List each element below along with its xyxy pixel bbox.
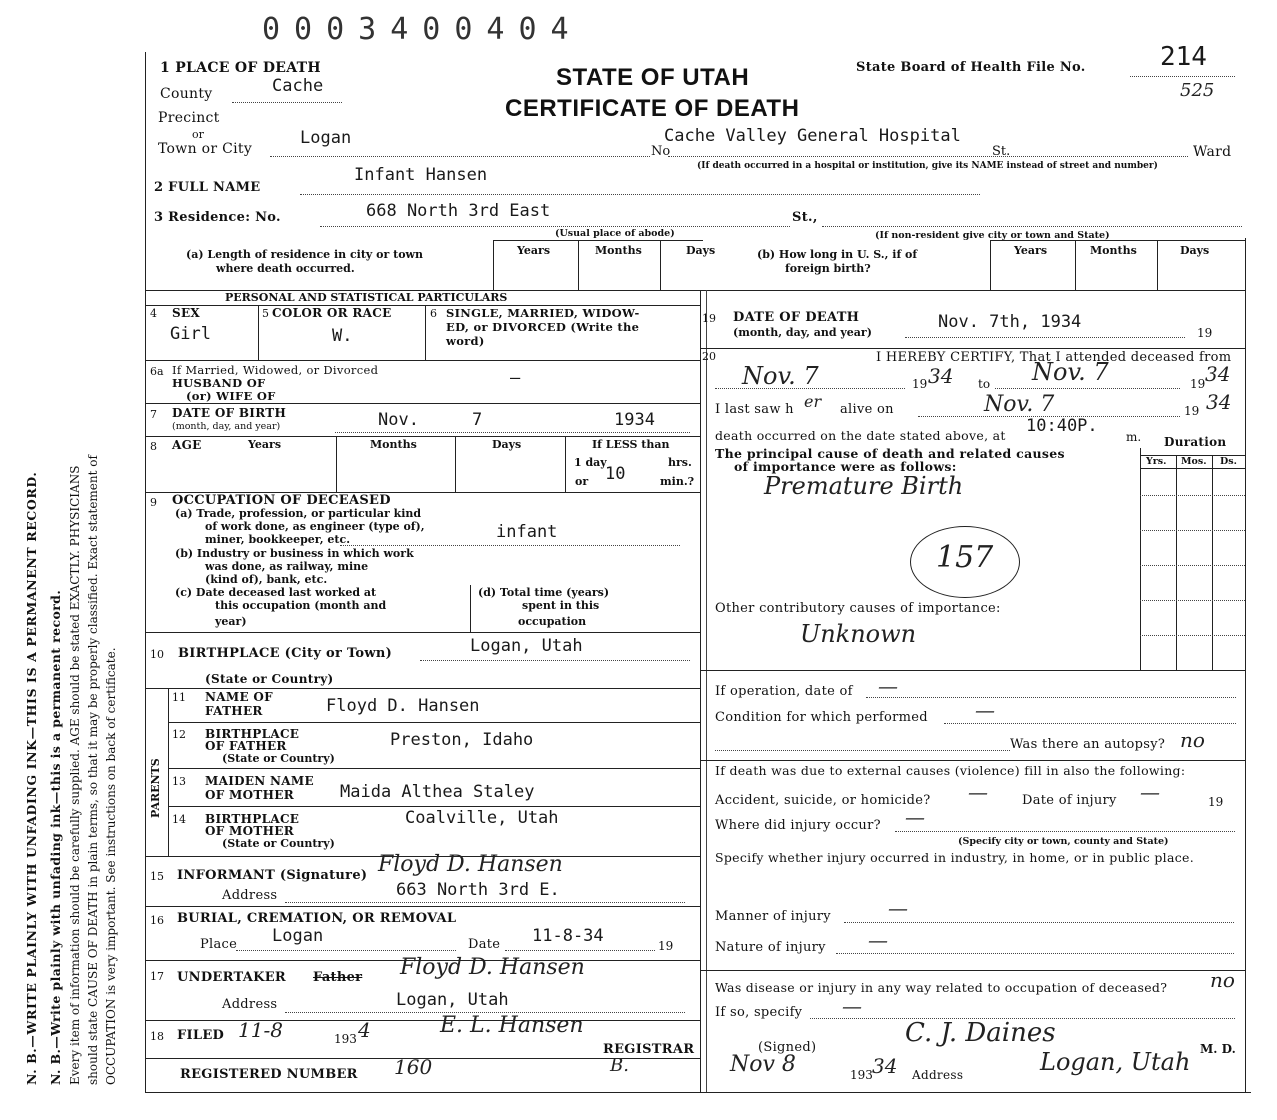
- foreign-days: Days: [1180, 244, 1210, 257]
- signed-yr: 34: [872, 1054, 898, 1078]
- st-label: St.: [992, 144, 1011, 159]
- margin-note-3: OCCUPATION is very important. See instructions on back of certificate.: [104, 647, 118, 1085]
- undertaker-label: UNDERTAKER: [177, 970, 287, 985]
- lastsaw-label-a: I last saw h: [715, 402, 794, 417]
- rule: [700, 760, 1245, 761]
- age-or: or: [575, 475, 589, 488]
- abode-note: (Usual place of abode): [555, 228, 675, 239]
- signed-signature: C. J. Daines: [905, 1018, 1056, 1048]
- marital-label-c: word): [446, 334, 485, 348]
- rule: [1140, 495, 1245, 496]
- rule: [1140, 448, 1141, 670]
- dob-label: DATE OF BIRTH: [172, 406, 287, 420]
- father-label-father: FATHER: [205, 704, 263, 718]
- burial-place: Logan: [272, 926, 324, 946]
- rule: [578, 240, 579, 290]
- death-date-sub: (month, day, and year): [733, 326, 872, 339]
- lastsaw-hand: er: [804, 392, 822, 411]
- rule: [340, 545, 680, 546]
- related-label: Was disease or injury in any way related to occupation of deceased?: [715, 980, 1168, 995]
- cert-from: Nov. 7: [742, 362, 819, 390]
- length-months: Months: [595, 244, 642, 257]
- or-label: or: [192, 128, 204, 141]
- mother-birthplace-value: Coalville, Utah: [405, 808, 559, 828]
- ward-label: Ward: [1193, 144, 1232, 160]
- rule: [505, 950, 655, 951]
- rule: [168, 806, 700, 807]
- father-value: Floyd D. Hansen: [326, 696, 480, 716]
- rule: [1140, 600, 1245, 601]
- manner-label: Manner of injury: [715, 909, 831, 924]
- residence-st-label: St.,: [792, 210, 818, 225]
- occ-b3: (kind of), bank, etc.: [205, 573, 328, 586]
- rule: [1140, 565, 1245, 566]
- rule: [990, 240, 991, 290]
- rule: [700, 348, 1245, 349]
- cause-code: 157: [936, 540, 994, 575]
- filed-signature: E. L. Hansen: [440, 1013, 584, 1038]
- rule: [565, 436, 566, 492]
- board-file-extra: 525: [1180, 80, 1215, 101]
- ifso-value: —: [842, 994, 862, 1018]
- duration-yrs: Yrs.: [1146, 456, 1167, 467]
- hospital-value: Cache Valley General Hospital: [664, 126, 961, 146]
- item-number: 18: [150, 1030, 164, 1043]
- where-note: (Specify city or town, county and State): [958, 836, 1169, 847]
- registrar-label: REGISTRAR: [603, 1042, 695, 1057]
- occupation-heading: OCCUPATION OF DECEASED: [172, 493, 391, 508]
- death-date-value: Nov. 7th, 1934: [938, 312, 1082, 332]
- rule: [232, 102, 342, 103]
- rule: [145, 360, 700, 361]
- dob-sub: (month, day, and year): [172, 421, 281, 432]
- dob-day: 7: [472, 410, 483, 430]
- duration-label: Duration: [1164, 435, 1227, 449]
- occ-a2: of work done, as engineer (type of),: [205, 520, 425, 533]
- related-value: no: [1210, 968, 1235, 992]
- item-number: 11: [172, 691, 186, 704]
- birthplace-label: BIRTHPLACE (City or Town): [178, 646, 393, 661]
- length-days: Days: [686, 244, 716, 257]
- sex-label: SEX: [172, 306, 201, 320]
- lastsaw-yr-prefix: 19: [1184, 404, 1200, 418]
- ifso-label: If so, specify: [715, 1005, 803, 1020]
- rule: [905, 337, 1185, 338]
- occupation-value: infant: [496, 522, 558, 542]
- father-bp-note: (State or Country): [222, 752, 335, 765]
- rule: [836, 953, 1234, 954]
- item-number: 13: [172, 775, 186, 788]
- rule: [145, 632, 700, 633]
- duration-ds: Ds.: [1220, 456, 1237, 467]
- burial-yr: 19: [658, 939, 674, 953]
- spouse-label-b: HUSBAND OF: [172, 376, 266, 390]
- item-number: 8: [150, 440, 157, 453]
- spouse-label-c: (or) WIFE OF: [186, 389, 276, 403]
- injury-date-value: —: [1140, 780, 1160, 804]
- filed-yr: 193: [334, 1032, 357, 1046]
- item-number: 10: [150, 648, 164, 661]
- father-bp-label-a: BIRTHPLACE: [205, 727, 300, 741]
- rule: [336, 436, 337, 492]
- operation-value: —: [878, 674, 898, 698]
- where-value: —: [905, 805, 925, 829]
- mother-label-b: OF MOTHER: [205, 788, 294, 802]
- occ-b2: was done, as railway, mine: [205, 560, 369, 573]
- document-number: 0003400404: [262, 12, 583, 47]
- death-time: 10:40P.: [1026, 416, 1098, 436]
- signed-address: Logan, Utah: [1040, 1048, 1191, 1076]
- mother-bp-label-b: OF MOTHER: [205, 824, 294, 838]
- registered-label: REGISTERED NUMBER: [180, 1067, 358, 1082]
- rule: [700, 670, 1245, 671]
- residence-value: 668 North 3rd East: [366, 201, 551, 221]
- rule: [493, 240, 494, 290]
- rule: [470, 585, 471, 632]
- rule: [1176, 455, 1177, 670]
- operation-label: If operation, date of: [715, 684, 853, 699]
- occ-d2: spent in this: [522, 599, 600, 612]
- condition-value: —: [975, 698, 995, 722]
- rule: [145, 436, 700, 437]
- title-state: STATE OF UTAH: [556, 64, 750, 91]
- hospital-note: (If death occurred in a hospital or institution, give its NAME instead of street and number): [697, 161, 1158, 171]
- color-label: COLOR OR RACE: [272, 306, 392, 320]
- informant-address-label: Address: [222, 888, 278, 903]
- rule: [420, 660, 690, 661]
- rule: [145, 403, 700, 404]
- rule: [1130, 76, 1235, 77]
- place-heading: 1 PLACE OF DEATH: [160, 60, 321, 76]
- county-label: County: [160, 86, 213, 102]
- father-birthplace-value: Preston, Idaho: [390, 730, 534, 750]
- age-day1: 1 day: [574, 456, 607, 469]
- age-days: Days: [492, 438, 522, 451]
- mother-bp-note: (State or Country): [222, 837, 335, 850]
- rule: [715, 388, 905, 389]
- age-label: AGE: [172, 438, 202, 452]
- town-label: Town or City: [158, 141, 253, 157]
- rule: [1140, 635, 1245, 636]
- lastsaw-yr: 34: [1206, 390, 1232, 414]
- condition-label: Condition for which performed: [715, 710, 928, 725]
- title-certificate: CERTIFICATE OF DEATH: [505, 95, 800, 122]
- occ-a1: (a) Trade, profession, or particular kind: [175, 507, 422, 520]
- occ-a3: miner, bookkeeper, etc.: [205, 533, 351, 546]
- cert-from-yr: 34: [928, 364, 954, 388]
- death-date-yr: 19: [1197, 326, 1213, 340]
- rule: [168, 768, 700, 769]
- board-file-label: State Board of Health File No.: [856, 60, 1086, 75]
- item-number: 5: [262, 307, 269, 320]
- signed-label: (Signed): [758, 1040, 817, 1055]
- rule: [270, 156, 650, 157]
- nature-label: Nature of injury: [715, 940, 826, 955]
- rule: [866, 697, 1236, 698]
- sex-value: Girl: [170, 324, 211, 344]
- left-border: [145, 52, 146, 1092]
- item-number: 12: [172, 728, 186, 741]
- death-date-label: DATE OF DEATH: [733, 310, 860, 325]
- item-number: 9: [150, 496, 157, 509]
- accident-value: —: [968, 780, 988, 804]
- signed-md: M. D.: [1200, 1042, 1236, 1056]
- rule: [944, 723, 1236, 724]
- filed-date: 11-8: [238, 1018, 283, 1042]
- undertaker-struck: Father: [313, 970, 363, 985]
- rule: [300, 194, 980, 195]
- rule: [168, 722, 700, 723]
- rule: [700, 970, 1245, 971]
- rule: [145, 906, 700, 907]
- personal-heading: PERSONAL AND STATISTICAL PARTICULARS: [225, 291, 508, 304]
- cause-label-a: The principal cause of death and related causes: [715, 446, 1065, 461]
- column-divider: [700, 290, 701, 1092]
- father-label-name: NAME OF: [205, 690, 273, 704]
- color-value: W.: [332, 326, 353, 346]
- rule: [168, 688, 169, 856]
- cert-text: I HEREBY CERTIFY, That I attended deceased from: [876, 350, 1232, 365]
- dob-month: Nov.: [378, 410, 419, 430]
- margin-note-2: should state CAUSE OF DEATH in plain terms, so that it may be properly classified. Exact statement of: [86, 455, 100, 1085]
- signed-address-label: Address: [912, 1068, 964, 1082]
- length-years: Years: [517, 244, 551, 257]
- birthplace-sub: (State or Country): [205, 672, 334, 686]
- other-causes-label: Other contributory causes of importance:: [715, 601, 1001, 616]
- burial-label: BURIAL, CREMATION, OR REMOVAL: [177, 911, 457, 926]
- margin-note-nb2: N. B.—Write plainly with unfading ink—this is a permanent record.: [48, 589, 63, 1085]
- rule: [660, 240, 661, 290]
- rule: [1075, 240, 1076, 290]
- marital-label-a: SINGLE, MARRIED, WIDOW-: [446, 306, 640, 320]
- occ-c3: year): [215, 615, 247, 628]
- death-time-m: m.: [1126, 430, 1142, 444]
- informant-label: INFORMANT (Signature): [177, 868, 368, 883]
- occ-c2: this occupation (month and: [215, 599, 387, 612]
- rule: [320, 226, 790, 227]
- board-file-number: 214: [1160, 42, 1207, 72]
- lastsaw-date: Nov. 7: [984, 392, 1055, 417]
- cert-to-label: to: [978, 377, 991, 391]
- item-number: 4: [150, 307, 157, 320]
- registrar-mark: B.: [610, 1055, 629, 1076]
- item-number: 7: [150, 408, 157, 421]
- birthplace-value: Logan, Utah: [470, 636, 583, 656]
- rule: [258, 305, 259, 360]
- signed-date: Nov 8: [730, 1052, 796, 1077]
- rule: [1157, 240, 1158, 290]
- length-label-a: (a) Length of residence in city or town: [186, 248, 424, 261]
- rule: [493, 240, 703, 241]
- mother-label-a: MAIDEN NAME: [205, 774, 314, 788]
- rule: [285, 902, 685, 903]
- item-number: 17: [150, 970, 164, 983]
- mother-bp-label-a: BIRTHPLACE: [205, 812, 300, 826]
- cert-to: Nov. 7: [1032, 358, 1109, 386]
- external-heading: If death was due to external causes (violence) fill in also the following:: [715, 763, 1186, 778]
- mother-value: Maida Althea Staley: [340, 782, 535, 802]
- length-label-b: where death occurred.: [216, 262, 355, 275]
- father-bp-label-b: OF FATHER: [205, 739, 287, 753]
- rule: [844, 922, 1234, 923]
- burial-date-label: Date: [468, 937, 501, 952]
- rule: [1212, 455, 1213, 670]
- filed-label: FILED: [177, 1028, 225, 1043]
- rule: [706, 290, 707, 1092]
- lastsaw-label-b: alive on: [840, 402, 894, 417]
- occ-d1: (d) Total time (years): [478, 586, 610, 599]
- item-number: 15: [150, 870, 164, 883]
- item-number: 6: [430, 307, 437, 320]
- age-minutes: 10: [605, 464, 626, 484]
- filed-yr-hand: 4: [358, 1018, 371, 1042]
- rule: [1140, 530, 1245, 531]
- nonres-note: (If non-resident give city or town and State): [875, 230, 1110, 241]
- rule: [995, 388, 1180, 389]
- age-months: Months: [370, 438, 417, 451]
- occ-b1: (b) Industry or business in which work: [175, 547, 414, 560]
- rule: [668, 156, 1188, 157]
- county-value: Cache: [272, 76, 324, 96]
- autopsy-value: no: [1180, 728, 1205, 752]
- undertaker-address: Logan, Utah: [396, 990, 509, 1010]
- item-number: 6a: [150, 365, 164, 378]
- town-value: Logan: [300, 128, 352, 148]
- parents-label: PARENTS: [149, 758, 162, 818]
- bottom-border: [145, 1092, 1251, 1093]
- foreign-months: Months: [1090, 244, 1137, 257]
- age-lessthan: If LESS than: [592, 438, 670, 451]
- specify-label: Specify whether injury occurred in industry, in home, or in public place.: [715, 850, 1194, 865]
- item-number: 20: [702, 350, 716, 363]
- burial-date: 11-8-34: [532, 926, 604, 946]
- other-causes-value: Unknown: [800, 620, 917, 648]
- rule: [715, 750, 1010, 751]
- marital-label-b: ED, or DIVORCED (Write the: [446, 320, 640, 334]
- age-min: min.?: [660, 475, 695, 488]
- dob-year: 1934: [614, 410, 655, 430]
- rule: [455, 436, 456, 492]
- age-years: Years: [248, 438, 282, 451]
- margin-note-1: Every item of information should be carefully supplied. AGE should be stated EXACTLY. PHYSICIANS: [68, 465, 82, 1085]
- foreign-label-a: (b) How long in U. S., if of: [757, 248, 918, 261]
- undertaker-signature: Floyd D. Hansen: [400, 955, 585, 980]
- foreign-years: Years: [1014, 244, 1048, 257]
- rule: [425, 305, 426, 360]
- rule: [335, 432, 690, 433]
- full-name-label: 2 FULL NAME: [154, 180, 261, 195]
- precinct-label: Precinct: [158, 110, 220, 126]
- registered-number: 160: [394, 1055, 433, 1079]
- cert-from-yr-prefix: 19: [912, 377, 928, 391]
- informant-signature: Floyd D. Hansen: [378, 852, 563, 877]
- rule: [822, 226, 1242, 227]
- occ-d3: occupation: [518, 615, 587, 628]
- autopsy-label: Was there an autopsy?: [1010, 737, 1166, 752]
- item-number: 16: [150, 914, 164, 927]
- item-number: 14: [172, 813, 186, 826]
- undertaker-address-label: Address: [222, 997, 278, 1012]
- injury-date-label: Date of injury: [1022, 793, 1117, 808]
- residence-label: 3 Residence: No.: [154, 210, 281, 225]
- occ-c1: (c) Date deceased last worked at: [175, 586, 377, 599]
- no-label: No: [651, 144, 671, 159]
- where-label: Where did injury occur?: [715, 818, 881, 833]
- informant-address: 663 North 3rd E.: [396, 880, 560, 900]
- cert-to-yr-prefix: 19: [1190, 377, 1206, 391]
- cert-to-yr: 34: [1205, 362, 1231, 386]
- injury-yr: 19: [1208, 795, 1224, 809]
- manner-value: —: [888, 896, 908, 920]
- nature-value: —: [868, 928, 888, 952]
- age-hrs: hrs.: [668, 456, 692, 469]
- death-stated-label: death occurred on the date stated above, at: [715, 428, 1006, 443]
- accident-label: Accident, suicide, or homicide?: [715, 793, 931, 808]
- signed-yr-prefix: 193: [850, 1068, 873, 1082]
- duration-mos: Mos.: [1181, 456, 1207, 467]
- spouse-value: —: [510, 368, 521, 388]
- full-name-value: Infant Hansen: [354, 165, 488, 185]
- margin-note-nb1: N. B.—WRITE PLAINLY WITH UNFADING INK—THIS IS A PERMANENT RECORD.: [24, 471, 39, 1085]
- item-number: 19: [702, 312, 716, 325]
- rule: [145, 1020, 700, 1021]
- rule: [1140, 468, 1245, 469]
- rule: [145, 688, 700, 689]
- rule: [236, 950, 456, 951]
- cause-label-b: of importance were as follows:: [734, 459, 957, 474]
- right-border: [1245, 238, 1246, 1092]
- cause-value: Premature Birth: [764, 472, 964, 500]
- foreign-label-b: foreign birth?: [785, 262, 871, 275]
- spouse-label-a: If Married, Widowed, or Divorced: [172, 363, 379, 377]
- rule: [895, 831, 1235, 832]
- burial-place-label: Place: [200, 937, 238, 952]
